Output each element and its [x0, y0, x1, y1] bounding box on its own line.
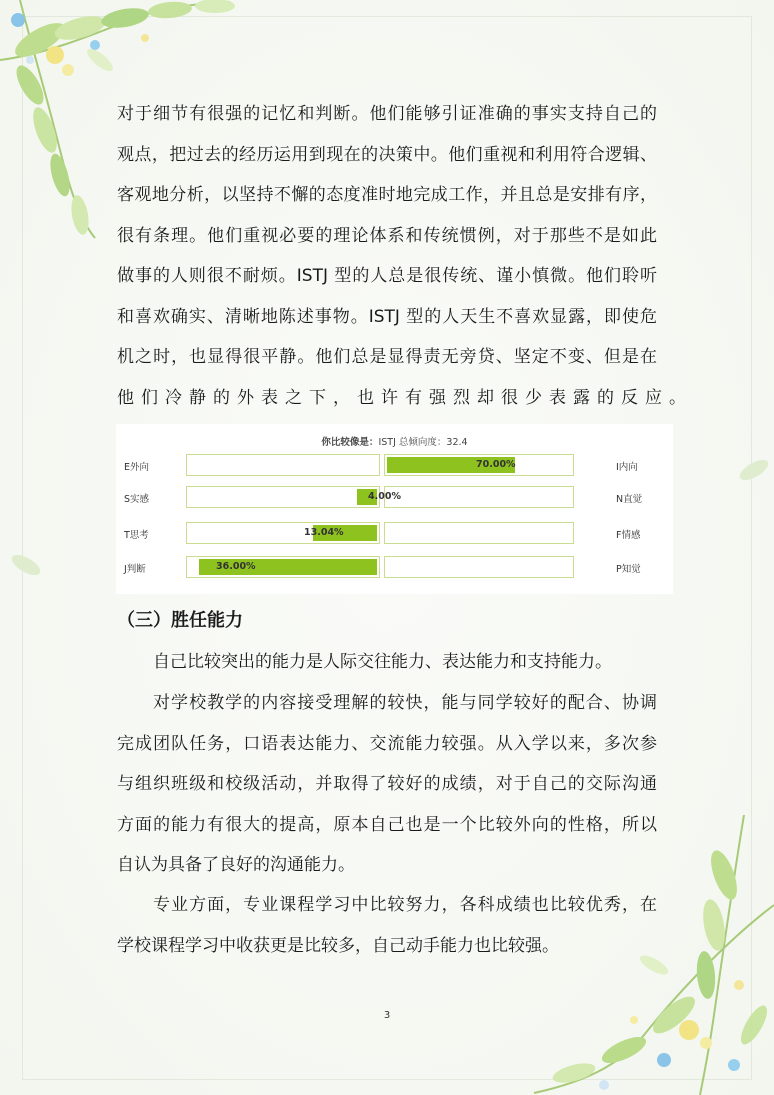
text-line: 他们冷静的外表之下，也许有强烈却很少表露的反应。 [117, 387, 693, 408]
chart-row-right-label: P知觉 [616, 564, 641, 575]
text-line: 学校课程学习中收获更是比较多，自己动手能力也比较强。 [117, 935, 559, 956]
text-line: 自认为具备了良好的沟通能力。 [117, 855, 355, 875]
paragraph-professional [117, 885, 657, 966]
text-line: 专业方面，专业课程学习中比较努力，各科成绩也比较优秀，在 [153, 895, 657, 915]
chart-title-prefix: 你比较像是： [321, 437, 379, 448]
chart-title-suffix: 总倾向度：32.4 [395, 437, 468, 448]
text-line: 观点，把过去的经历运用到现在的决策中。他们重视和利用符合逻辑、 [117, 144, 657, 165]
text-line: 方面的能力有很大的提高，原本自己也是一个比较外向的性格，所以 [117, 814, 657, 835]
paragraph-abilities-summary [117, 642, 657, 683]
chart-row-right-label: N直觉 [616, 494, 643, 505]
page-number: 3 [383, 1010, 391, 1021]
chart-row-left-label: E外向 [124, 462, 150, 473]
text-line: 机之时，也显得很平静。他们总是显得责无旁贷、坚定不变、但是在 [117, 347, 657, 367]
text-line: 和喜欢确实、清晰地陈述事物。ISTJ 型的人天生不喜欢显露，即使危 [117, 306, 657, 327]
chart-bar-label: 13.04% [304, 527, 344, 538]
chart-bar-label: 36.00% [216, 561, 256, 572]
leaf-decoration-right [734, 450, 774, 510]
leaf-decoration-left [6, 545, 46, 605]
chart-track-left [186, 454, 380, 476]
chart-track-right [384, 522, 574, 544]
chart-row-left-label: J判断 [124, 564, 146, 575]
text-line: 完成团队任务，口语表达能力、交流能力较强。从入学以来，多次参 [117, 733, 657, 754]
text-line: 与组织班级和校级活动，并取得了较好的成绩，对于自己的交际沟通 [117, 774, 657, 794]
chart-row-left-label: S实感 [124, 494, 150, 505]
text-line: 自己比较突出的能力是人际交往能力、表达能力和支持能力。 [153, 652, 612, 672]
text-line: 很有条理。他们重视必要的理论体系和传统惯例，对于那些不是如此 [117, 225, 657, 246]
paragraph-personality [117, 94, 693, 418]
chart-bar-label: 70.00% [476, 459, 516, 470]
chart-track-right [384, 486, 574, 508]
text-line: 对于细节有很强的记忆和判断。他们能够引证准确的事实支持自己的 [117, 104, 657, 124]
chart-bar-label: 4.00% [368, 491, 401, 502]
text-line: 对学校教学的内容接受理解的较快，能与同学较好的配合、协调 [153, 693, 657, 713]
chart-track-left [186, 486, 380, 508]
chart-row-right-label: I内向 [616, 462, 638, 473]
chart-row-left-label: T思考 [124, 530, 149, 541]
paragraph-communication [117, 683, 657, 886]
chart-track-left [186, 522, 380, 544]
text-line: 做事的人则很不耐烦。ISTJ 型的人总是很传统、谨小慎微。他们聆听 [117, 266, 657, 286]
chart-title [116, 434, 673, 448]
mbti-chart [116, 424, 673, 594]
chart-track-right [384, 556, 574, 578]
section-title: （三）胜任能力 [117, 610, 243, 631]
text-line: 客观地分析，以坚持不懈的态度准时地完成工作，并且总是安排有序， [117, 185, 657, 205]
chart-row-right-label: F情感 [616, 530, 641, 541]
chart-title-type: ISTJ [378, 437, 396, 448]
